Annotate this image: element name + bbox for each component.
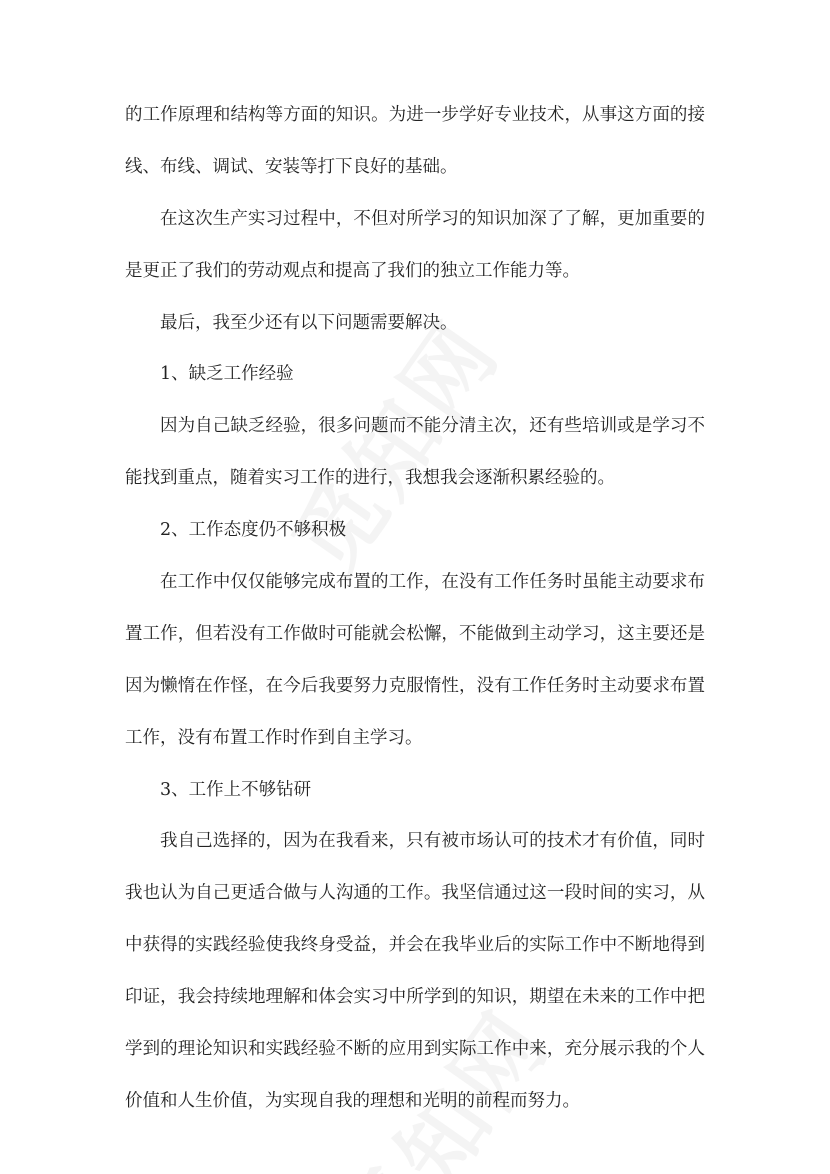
- text-line: 学到的理论知识和实践经验不断的应用到实际工作中来，充分展示我的个人: [125, 1039, 705, 1060]
- document-body: [125, 103, 705, 1141]
- text-line: 我也认为自己更适合做与人沟通的工作。我坚信通过这一段时间的实习，从: [125, 883, 705, 904]
- text-line: 中获得的实践经验使我终身受益，并会在我毕业后的实际工作中不断地得到: [125, 935, 705, 956]
- text-line: 在工作中仅仅能够完成布置的工作，在没有工作任务时虽能主动要求布: [160, 572, 705, 593]
- section-heading: 3、工作上不够钻研: [160, 779, 312, 800]
- text-line: 因为懒惰在作怪，在今后我要努力克服惰性，没有工作任务时主动要求布置: [125, 675, 705, 696]
- text-line: 置工作，但若没有工作做时可能就会松懈，不能做到主动学习，这主要还是: [125, 623, 705, 644]
- text-line: 能找到重点，随着实习工作的进行，我想我会逐渐积累经验的。: [125, 468, 615, 489]
- text-line: 印证，我会持续地理解和体会实习中所学到的知识，期望在未来的工作中把: [125, 987, 705, 1008]
- section-heading: 1、缺乏工作经验: [160, 364, 294, 385]
- text-line: 价值和人生价值，为实现自我的理想和光明的前程而努力。: [125, 1090, 580, 1111]
- text-line: 因为自己缺乏经验，很多问题而不能分清主次，还有些培训或是学习不: [160, 416, 705, 437]
- text-line: 在这次生产实习过程中，不但对所学习的知识加深了了解，更加重要的: [160, 208, 705, 229]
- section-heading: 2、工作态度仍不够积极: [160, 520, 347, 541]
- text-line: 是更正了我们的劳动观点和提高了我们的独立工作能力等。: [125, 260, 580, 281]
- text-line: 最后，我至少还有以下问题需要解决。: [160, 312, 458, 333]
- text-line: 我自己选择的，因为在我看来，只有被市场认可的技术才有价值，同时: [160, 831, 705, 852]
- text-line: 的工作原理和结构等方面的知识。为进一步学好专业技术，从事这方面的接: [125, 105, 705, 125]
- text-line: 线、布线、调试、安装等打下良好的基础。: [125, 156, 458, 177]
- text-line: 工作，没有布置工作时作到自主学习。: [125, 727, 423, 748]
